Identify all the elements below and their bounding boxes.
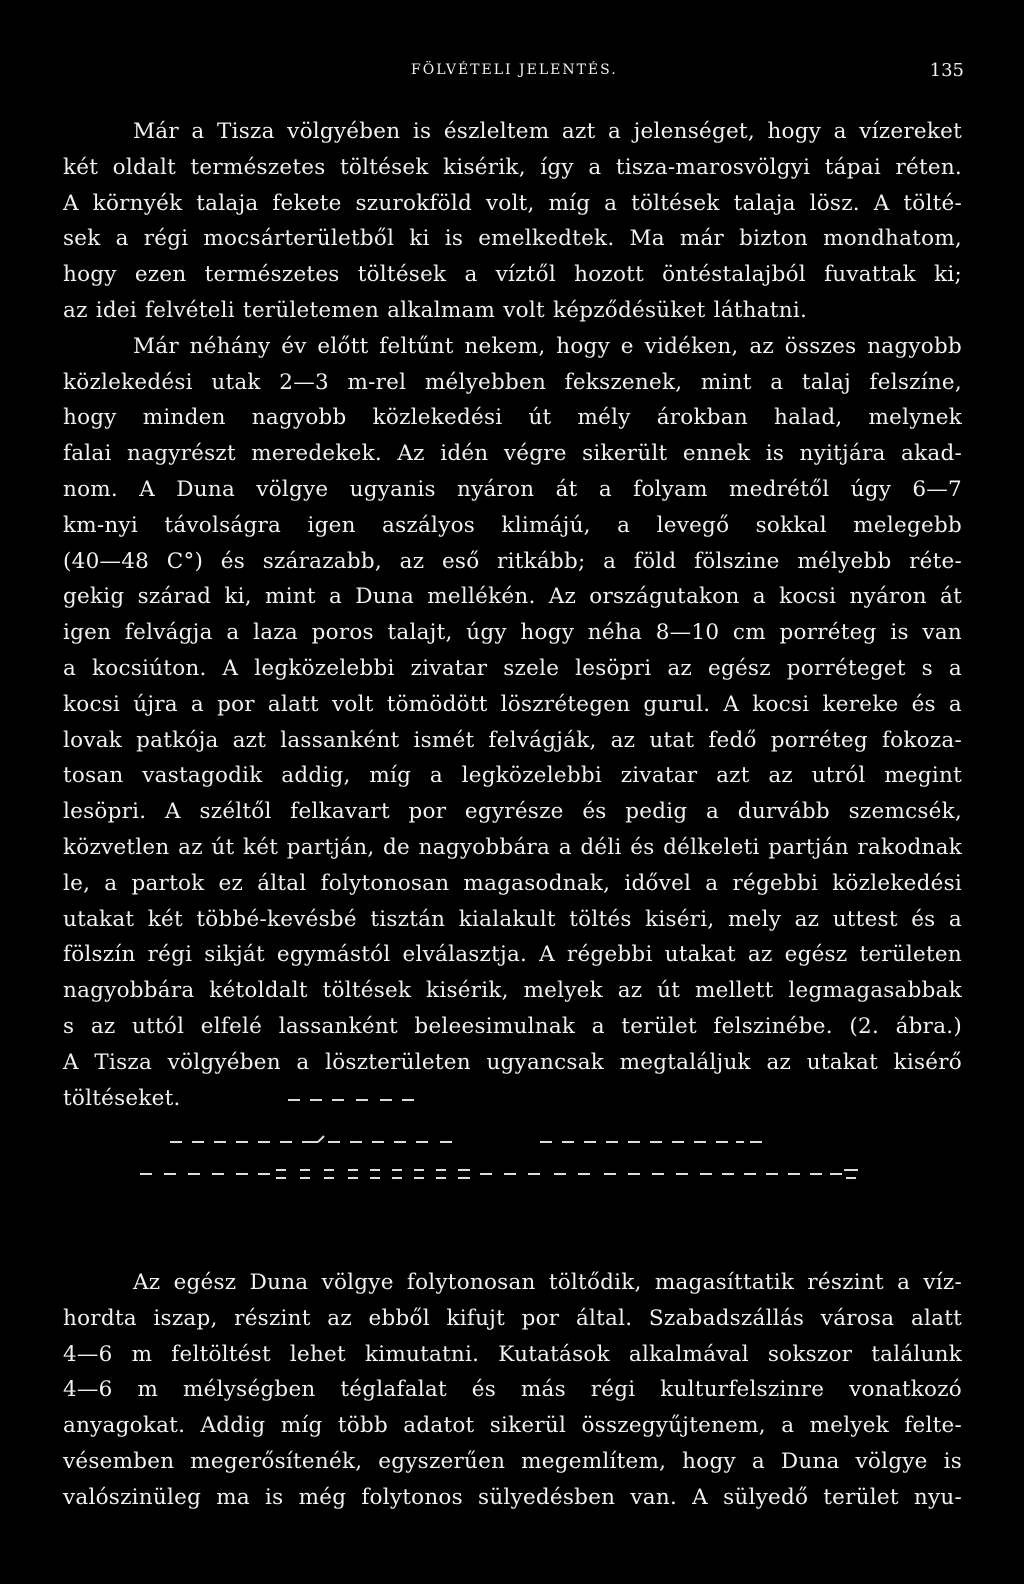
paragraph-3 <box>63 1265 962 1516</box>
text-line: két oldalt természetes töltések kisérik, így a tisza-marosvölgyi tápai réten. <box>63 154 962 180</box>
lower-text-block <box>63 1265 962 1516</box>
text-line: nagyobbára kétoldalt töltések kisérik, melyek az út mellett legmagasabbak <box>63 978 962 1004</box>
text-line: (40—48 C°) és szárazabb, az eső ritkább; a föld fölszine mélyebb réte- <box>63 548 962 574</box>
text-line: a kocsiúton. A legközelebbi zivatar szele lesöpri az egész porréteget s a <box>63 655 962 681</box>
text-line: Az egész Duna völgye folytonosan töltődik, magasíttatik részint a víz- <box>133 1270 962 1295</box>
text-line: hogy ezen természetes töltések a víztől hozott öntéstalajból fuvattak ki; <box>63 262 962 288</box>
text-line: anyagokat. Addig míg több adatot sikerül összegyűjtenem, a melyek felte- <box>63 1413 962 1439</box>
text-line: A Tisza völgyében a löszterületen ugyancsak megtaláljuk az utakat kisérő <box>63 1049 962 1075</box>
road-embankment-figure <box>130 1092 880 1192</box>
text-line: igen felvágja a laza poros talajt, úgy hogy néha 8—10 cm porréteg is van <box>63 620 962 646</box>
text-line: az idei felvételi területemen alkalmam volt képződésüket láthatni. <box>63 297 808 323</box>
text-line: s az uttól elfelé lassanként beleesimulnak a terület felszinébe. (2. ábra.) <box>63 1013 962 1039</box>
text-line: hordta iszap, részint az ebből kifujt por által. Szabadszállás városa alatt <box>63 1305 962 1331</box>
text-line: A környék talaja fekete szurokföld volt, míg a töltések talaja lösz. A tölté- <box>63 190 962 216</box>
paragraph-2 <box>63 329 962 1117</box>
running-head: FÖLVÉTELI JELENTÉS. <box>411 62 618 78</box>
text-line: valószinüleg ma is még folytonos sülyedésben van. A sülyedő terület nyu- <box>63 1484 962 1510</box>
text-line: 4—6 m feltöltést lehet kimutatni. Kutatások alkalmával sokszor találunk <box>63 1341 962 1367</box>
text-line: tosan vastagodik addig, míg a legközelebbi zivatar azt az utról megint <box>63 763 962 789</box>
text-line: nom. A Duna völgye ugyanis nyáron át a folyam medrétől úgy 6—7 <box>63 476 962 502</box>
text-line: lovak patkója azt lassanként ismét felvágják, az utat fedő porréteg fokoza- <box>63 727 962 753</box>
text-line: Már a Tisza völgyében is észleltem azt a jelenséget, hogy a vízereket <box>133 119 962 144</box>
page-header <box>64 62 964 84</box>
text-line: közvetlen az út két partján, de nagyobbára a déli és délkeleti partján rakodnak <box>63 834 962 860</box>
page-number: 135 <box>929 60 964 81</box>
upper-text-block <box>63 114 962 1116</box>
text-line: km-nyi távolságra igen aszályos klimájú, a levegő sokkal melegebb <box>63 512 962 538</box>
text-line: kocsi újra a por alatt volt tömödött löszrétegen gurul. A kocsi kereke és a <box>63 691 962 717</box>
text-line: fölszín régi sikját egymástól elválasztja. A régebbi utakat az egész területen <box>63 942 962 968</box>
figure-row-middle <box>170 1136 762 1142</box>
text-line: lesöpri. A széltől felkavart por egyrésze és pedig a durvább szemcsék, <box>63 799 962 825</box>
paragraph-1 <box>63 114 962 329</box>
text-line: vésemben megerősítenék, egyszerűen megemlítem, hogy a Duna völgye is <box>63 1448 962 1474</box>
figure-dashed-lines <box>130 1092 880 1192</box>
text-line: 4—6 m mélységben téglafalat és más régi kulturfelszinre vonatkozó <box>63 1377 962 1403</box>
text-line: gekig szárad ki, mint a Duna mellékén. Az országutakon a kocsi nyáron át <box>63 584 962 610</box>
text-line: töltéseket. <box>63 1085 181 1111</box>
text-line: utakat két többé-kevésbé tisztán kialakult töltés kiséri, mely az uttest és a <box>63 906 962 932</box>
text-line: közlekedési utak 2—3 m-rel mélyebben fekszenek, mint a talaj felszíne, <box>63 369 962 395</box>
text-line: falai nagyrészt meredekek. Az idén végre sikerült ennek is nyitjára akad- <box>63 441 962 467</box>
text-line: le, a partok ez által folytonosan magasodnak, idővel a régebbi közlekedési <box>63 870 962 896</box>
text-line: Már néhány év előtt feltűnt nekem, hogy e vidéken, az összes nagyobb <box>133 333 962 359</box>
figure-row-bottom <box>140 1170 858 1178</box>
text-line: hogy minden nagyobb közlekedési út mély árokban halad, melynek <box>63 405 962 431</box>
text-line: sek a régi mocsárterületből ki is emelkedtek. Ma már bizton mondhatom, <box>63 226 962 252</box>
